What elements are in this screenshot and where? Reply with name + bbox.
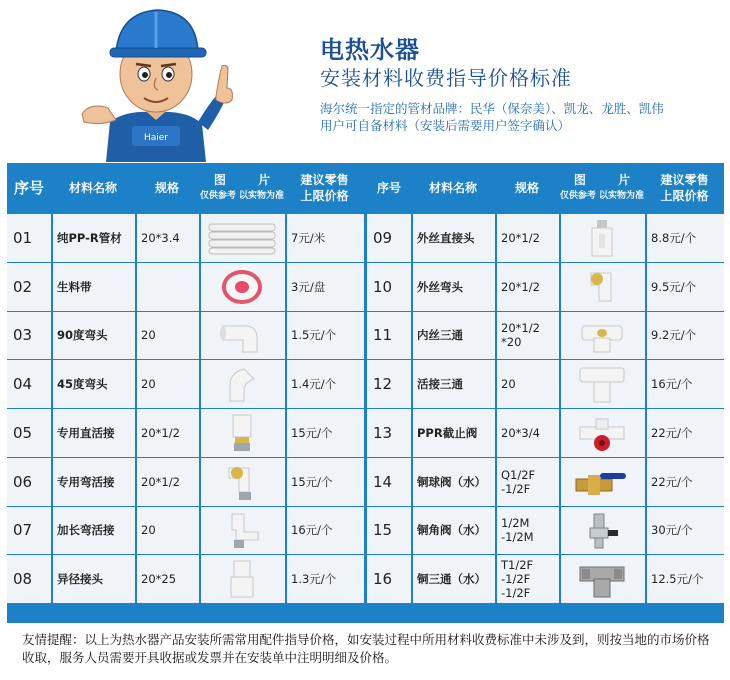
row-spec: 20 — [141, 377, 156, 392]
table-row — [367, 457, 724, 506]
table-row — [367, 554, 724, 603]
row-material-name: 铜三通（水） — [417, 572, 486, 587]
row-price: 8.8元/个 — [651, 230, 697, 245]
header-price — [645, 163, 724, 213]
row-material-name: 铜球阀（水） — [417, 474, 486, 489]
table-body-right — [367, 213, 724, 603]
straight-union-icon — [199, 409, 285, 457]
row-price: 9.5元/个 — [651, 279, 697, 294]
reducer-icon — [199, 555, 285, 603]
row-price: 1.5元/个 — [291, 328, 337, 343]
row-number: 10 — [373, 277, 393, 296]
pipe-bundle-icon — [199, 214, 285, 262]
header-picture-title: 图 片 — [213, 173, 285, 187]
row-number: 09 — [373, 228, 393, 247]
table-row — [7, 262, 364, 311]
row-spec: 20 — [501, 377, 516, 392]
table-row — [367, 408, 724, 457]
row-price: 1.3元/个 — [291, 572, 337, 587]
header-name: 材料名称 — [68, 181, 117, 195]
header-price-line1: 建议零售 — [300, 173, 349, 187]
table-row — [7, 408, 364, 457]
row-number: 05 — [13, 423, 33, 442]
brand-note-line2: 用户可自备材料（安装后需要用户签字确认） — [320, 118, 571, 133]
page-subtitle: 安装材料收费指导价格标准 — [320, 66, 572, 90]
male-straight-adapter-icon — [559, 214, 645, 262]
row-material-name: 异径接头 — [57, 572, 103, 587]
row-price: 22元/个 — [651, 474, 693, 489]
header-no: 序号 — [376, 181, 401, 195]
table-row — [7, 213, 364, 262]
row-material-name: 专用弯活接 — [57, 474, 115, 489]
header-price-line1: 建议零售 — [660, 173, 709, 187]
page-title: 电热水器 — [320, 36, 420, 64]
row-number: 16 — [373, 570, 393, 589]
ptfe-tape-icon — [199, 263, 285, 311]
row-price: 15元/个 — [291, 425, 333, 440]
female-tee-icon — [559, 312, 645, 360]
header-picture-title: 图 片 — [573, 173, 645, 187]
table-row — [7, 554, 364, 603]
row-spec: 20*3/4 — [501, 425, 540, 440]
brand-note-line1: 海尔统一指定的管材品牌：民华（保奈美）、凯龙、龙胜、凯伟 — [320, 101, 664, 116]
table-header — [367, 163, 724, 213]
mascot-badge: Haier — [143, 133, 169, 143]
brass-tee-icon — [559, 555, 645, 603]
male-elbow-icon — [559, 263, 645, 311]
table-row — [7, 506, 364, 555]
row-number: 02 — [13, 277, 33, 296]
row-material-name: 专用直活接 — [57, 425, 115, 440]
row-price: 22元/个 — [651, 425, 693, 440]
elbow-45-icon — [199, 360, 285, 408]
row-price: 7元/米 — [291, 230, 326, 245]
union-tee-icon — [559, 360, 645, 408]
row-number: 06 — [13, 472, 33, 491]
row-price: 30元/个 — [651, 523, 693, 538]
row-spec: 20*1/2 — [501, 279, 540, 294]
row-material-name: 90度弯头 — [57, 328, 108, 343]
table-row — [367, 262, 724, 311]
row-spec: 20*25 — [141, 572, 177, 587]
row-number: 13 — [373, 423, 393, 442]
row-material-name: 45度弯头 — [57, 377, 108, 392]
row-price: 3元/盘 — [291, 279, 326, 294]
row-number: 03 — [13, 326, 33, 345]
table-row — [7, 311, 364, 360]
header-price-line2: 上限价格 — [660, 189, 709, 203]
row-number: 14 — [373, 472, 393, 491]
header-picture-note: 仅供参考 以实物为准 — [559, 191, 645, 201]
row-number: 15 — [373, 521, 393, 540]
row-number: 08 — [13, 570, 33, 589]
table-row — [7, 457, 364, 506]
price-table-frame — [7, 163, 724, 623]
table-row — [367, 359, 724, 408]
row-material-name: PPR截止阀 — [417, 425, 478, 440]
price-table-right — [367, 163, 724, 603]
row-spec: T1/2F -1/2F -1/2F — [501, 558, 534, 601]
table-row — [367, 506, 724, 555]
table-row — [367, 213, 724, 262]
row-number: 11 — [373, 326, 393, 345]
row-spec: Q1/2F -1/2F — [501, 467, 536, 496]
row-spec: 20*1/2 — [141, 474, 180, 489]
row-number: 07 — [13, 521, 33, 540]
header-no: 序号 — [13, 179, 44, 197]
row-material-name: 外丝直接头 — [417, 230, 475, 245]
table-row — [367, 311, 724, 360]
brand-note — [320, 100, 720, 134]
header-picture — [559, 163, 645, 213]
stop-valve-icon — [559, 409, 645, 457]
row-material-name: 内丝三通 — [417, 328, 463, 343]
header-picture-note: 仅供参考 以实物为准 — [199, 191, 285, 201]
row-price: 9.2元/个 — [651, 328, 697, 343]
header-spec: 规格 — [514, 181, 539, 195]
table-body-left — [7, 213, 364, 603]
table-header — [7, 163, 364, 213]
row-spec: 20 — [141, 328, 156, 343]
row-material-name: 加长弯活接 — [57, 523, 115, 538]
row-spec: 20*1/2 *20 — [501, 321, 540, 350]
row-price: 16元/个 — [651, 377, 693, 392]
mascot-illustration — [70, 2, 245, 162]
price-table-left — [7, 163, 364, 603]
row-price: 12.5元/个 — [651, 572, 704, 587]
row-price: 16元/个 — [291, 523, 333, 538]
row-spec: 20*1/2 — [141, 425, 180, 440]
row-number: 01 — [13, 228, 33, 247]
row-spec: 20*1/2 — [501, 230, 540, 245]
row-number: 12 — [373, 375, 393, 394]
footer-note: 友情提醒：以上为热水器产品安装所需常用配件指导价格，如安装过程中所用材料收费标准中未涉及到，则按当地的市场价格收取，服务人员需要开具收据或发票并在安装单中注明明细及价格。 — [22, 632, 710, 665]
row-spec: 1/2M -1/2M — [501, 516, 534, 545]
row-material-name: 活接三通 — [417, 377, 463, 392]
row-price: 1.4元/个 — [291, 377, 337, 392]
header-picture — [199, 163, 285, 213]
header-name: 材料名称 — [428, 181, 477, 195]
angle-valve-icon — [559, 507, 645, 555]
row-number: 04 — [13, 375, 33, 394]
row-material-name: 纯PP-R管材 — [57, 230, 122, 245]
row-spec: 20*3.4 — [141, 230, 180, 245]
header-spec: 规格 — [154, 181, 179, 195]
header-price-line2: 上限价格 — [300, 189, 349, 203]
row-spec — [135, 263, 199, 311]
elbow-90-icon — [199, 312, 285, 360]
elbow-union-icon — [199, 458, 285, 506]
row-material-name: 铜角阀（水） — [417, 523, 486, 538]
row-material-name: 生料带 — [57, 279, 92, 294]
table-row — [7, 359, 364, 408]
row-material-name: 外丝弯头 — [417, 279, 463, 294]
row-price: 15元/个 — [291, 474, 333, 489]
row-spec: 20 — [141, 523, 156, 538]
long-elbow-union-icon — [199, 507, 285, 555]
header-price — [285, 163, 364, 213]
brass-ball-valve-icon — [559, 458, 645, 506]
